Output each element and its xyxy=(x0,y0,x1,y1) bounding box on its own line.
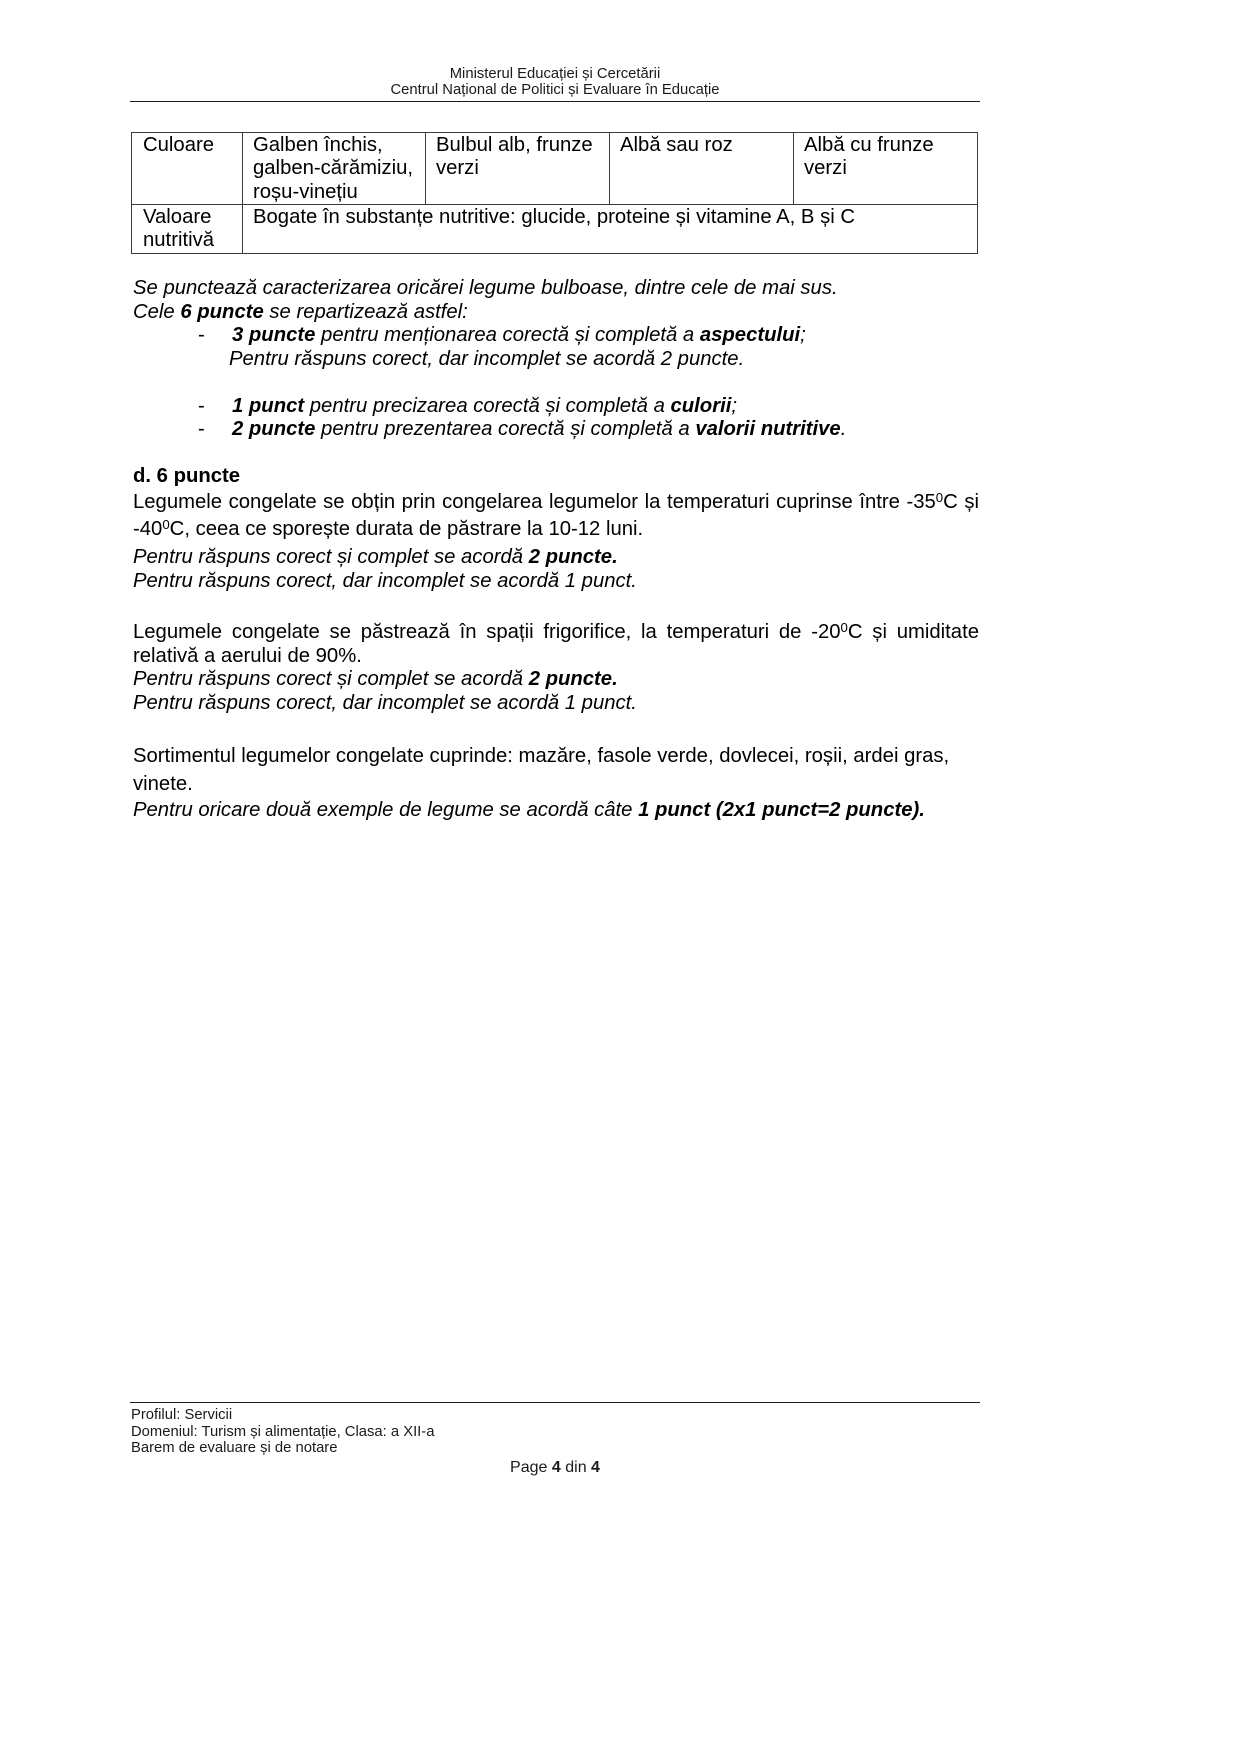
text-run: Pentru oricare două exemple de legume se acordă câte xyxy=(133,799,639,821)
text-run: C și umiditate relativă a aerului de 90%. xyxy=(133,621,979,667)
text-run: pentru prezentarea corectă și completă a xyxy=(315,418,696,440)
points-value: 1 punct xyxy=(232,394,305,417)
page-word: Page xyxy=(510,1459,548,1476)
bullet-dash: - xyxy=(198,418,205,440)
partial-answer-note: Pentru răspuns corect, dar incomplet se acordă 2 puncte. xyxy=(229,347,745,370)
superscript-degree: 0 xyxy=(162,516,170,532)
bullet-dash: - xyxy=(198,324,205,346)
superscript-degree: 0 xyxy=(840,619,848,635)
footer-divider xyxy=(130,1402,980,1403)
footer-document-title: Barem de evaluare și de notare xyxy=(131,1440,338,1456)
points-value: 2 puncte xyxy=(232,418,316,440)
vegetable-characteristics-table xyxy=(131,132,978,254)
scoring-item-nutrition xyxy=(133,418,979,442)
full-answer-note xyxy=(133,546,979,570)
text-run: Pentru răspuns corect și complet se acordă xyxy=(133,546,529,568)
points-value: 6 puncte xyxy=(180,300,264,323)
footer-profile: Profilul: Servicii xyxy=(131,1407,233,1423)
points-value: 2 puncte. xyxy=(528,668,618,690)
table-cell: Albă cu frunze verzi xyxy=(794,133,978,205)
table-cell: Bulbul alb, frunze verzi xyxy=(426,133,610,205)
text-run: pentru precizarea corectă și completă a xyxy=(304,394,671,417)
superscript-degree: 0 xyxy=(935,489,944,505)
page-total: 4 xyxy=(591,1459,600,1476)
text-run: se repartizează astfel: xyxy=(263,300,468,323)
text-run: . xyxy=(840,418,847,440)
evaluation-center-name: Centrul Național de Politici și Evaluare în Educație xyxy=(390,82,720,98)
scoring-scope-note: Se punctează caracterizarea oricărei legume bulboase, dintre cele de mai sus. xyxy=(133,277,838,299)
text-run: C, ceea ce sporește durata de păstrare la 10-12 luni. xyxy=(169,518,644,540)
page-footer xyxy=(131,1407,434,1457)
text-run: ; xyxy=(800,324,806,346)
scoring-note-block-1 xyxy=(133,546,979,593)
freezing-method-paragraph xyxy=(133,489,979,543)
criterion-target: culorii xyxy=(670,394,732,417)
assortment-paragraph: Sortimentul legumelor congelate cuprinde: mazăre, fasole verde, dovlecei, roșii, ardei gras, vinete. xyxy=(133,745,950,795)
table-cell-nutrition-value: Bogate în substanțe nutritive: glucide, proteine și vitamine A, B și C xyxy=(243,205,978,254)
table-cell: Galben închis, galben-cărămiziu, roșu-vinețiu xyxy=(243,133,426,205)
scoring-item-color xyxy=(133,395,979,419)
points-split-line xyxy=(133,301,979,325)
footer-domain: Domeniul: Turism și alimentație, Clasa: a XII-a xyxy=(131,1423,435,1440)
points-value: 3 puncte xyxy=(232,324,316,346)
criterion-target: valorii nutritive xyxy=(695,418,841,440)
storage-conditions-paragraph xyxy=(133,620,979,668)
table-row-nutrition xyxy=(132,205,978,254)
text-run: Legumele congelate se obțin prin congelarea legumelor la temperaturi cuprinse între -35 xyxy=(133,491,936,513)
bullet-dash: - xyxy=(198,394,205,417)
points-value: 1 punct (2x1 punct=2 puncte). xyxy=(638,799,925,821)
page-current: 4 xyxy=(551,1459,561,1476)
text-run: pentru menționarea corectă și completă a xyxy=(315,324,700,346)
table-cell: Albă sau roz xyxy=(610,133,794,205)
section-d-title: d. 6 puncte xyxy=(133,465,241,487)
scoring-note-block-3 xyxy=(133,799,979,823)
header-divider xyxy=(130,101,980,102)
criterion-target: aspectului xyxy=(699,324,801,346)
text-run: Cele xyxy=(133,300,181,323)
partial-answer-note: Pentru răspuns corect, dar incomplet se acordă 1 punct. xyxy=(133,569,637,592)
table-row-color xyxy=(132,133,978,205)
text-run: Legumele congelate se păstrează în spații frigorifice, la temperaturi de -20 xyxy=(133,621,841,643)
text-run: ; xyxy=(731,394,737,417)
full-answer-note xyxy=(133,668,979,692)
scoring-notes-c xyxy=(133,277,979,442)
row-label-color: Culoare xyxy=(132,133,243,205)
points-value: 2 puncte. xyxy=(528,546,618,568)
text-run: Pentru răspuns corect și complet se acordă xyxy=(133,668,529,690)
page-header xyxy=(130,66,980,98)
row-label-nutrition: Valoare nutritivă xyxy=(132,205,243,254)
page-number xyxy=(130,1459,980,1477)
examples-scoring-note xyxy=(133,799,979,823)
scoring-item-aspect xyxy=(133,324,979,348)
ministry-name: Ministerul Educației și Cercetării xyxy=(449,66,661,82)
scoring-note-block-2 xyxy=(133,668,979,715)
partial-answer-note: Pentru răspuns corect, dar incomplet se acordă 1 punct. xyxy=(133,691,637,714)
text-run: C și -40 xyxy=(133,491,979,540)
page-separator: din xyxy=(565,1459,587,1476)
